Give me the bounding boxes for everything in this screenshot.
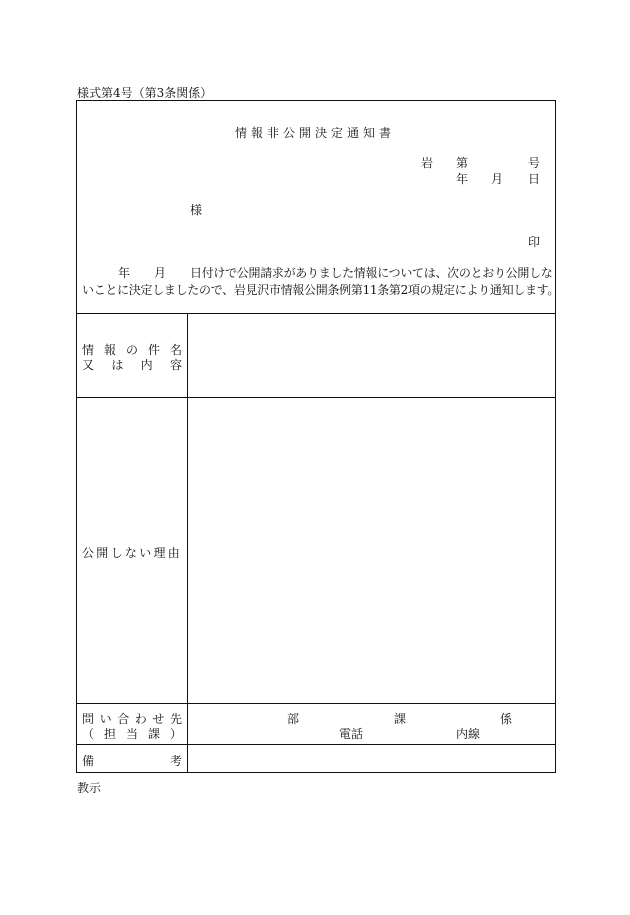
form-number-label: 様式第4号（第3条関係）: [77, 86, 213, 100]
doc-number-go: 号: [528, 156, 541, 170]
label-char: わ: [134, 712, 147, 726]
remarks-label: [82, 752, 182, 769]
label-char: 件: [147, 343, 160, 357]
seal-mark: 印: [528, 235, 541, 249]
label-char: 課: [147, 727, 160, 741]
label-char: せ: [152, 712, 165, 726]
label-char: 先: [169, 712, 182, 726]
doc-number-prefix: 岩: [421, 156, 434, 170]
body-text-line2: いことに決定しましたので、岩見沢市情報公開条例第11条第2項の規定により通知します。: [82, 283, 560, 297]
contact-dept: 部: [287, 712, 300, 726]
label-char: 又: [82, 358, 95, 372]
label-char: ）: [169, 727, 182, 741]
body-text-line1: 日付けで公開請求がありました情報については、次のとおり公開しな: [190, 266, 553, 280]
contact-extension: 内線: [456, 727, 481, 741]
label-char: 当: [125, 727, 138, 741]
rule-reason-bottom: [77, 703, 555, 704]
label-char: 容: [169, 358, 182, 372]
date-month: 月: [491, 172, 504, 186]
date-year: 年: [456, 172, 469, 186]
label-char: 情: [82, 343, 95, 357]
contact-subsection: 係: [500, 712, 513, 726]
contact-phone: 電話: [339, 727, 364, 741]
label-char: 問: [82, 712, 95, 726]
label-char: 報: [103, 343, 116, 357]
teaching-label: 教示: [77, 781, 102, 795]
date-day: 日: [528, 172, 541, 186]
label-char: 担: [103, 727, 116, 741]
body-month: 月: [154, 266, 167, 280]
label-char: 合: [117, 712, 130, 726]
reason-field[interactable]: [188, 398, 554, 702]
addressee-suffix: 様: [190, 203, 203, 217]
info-name-field[interactable]: [188, 314, 554, 396]
label-char: い: [99, 712, 112, 726]
label-char: 備: [82, 754, 95, 768]
remarks-field[interactable]: [188, 745, 554, 771]
contact-label-line2: [82, 725, 182, 742]
label-char: 名: [169, 343, 182, 357]
contact-section: 課: [394, 712, 407, 726]
reason-label: 公開しない理由: [82, 546, 183, 560]
label-char: （: [82, 727, 95, 741]
doc-number-dai: 第: [456, 156, 469, 170]
label-char: の: [125, 343, 138, 357]
body-year: 年: [118, 266, 131, 280]
label-char: 考: [169, 754, 182, 768]
document-title: 情報非公開決定通知書: [234, 126, 395, 140]
label-char: は: [111, 358, 124, 372]
info-name-label-line2: [82, 356, 182, 373]
label-char: 内: [140, 358, 153, 372]
